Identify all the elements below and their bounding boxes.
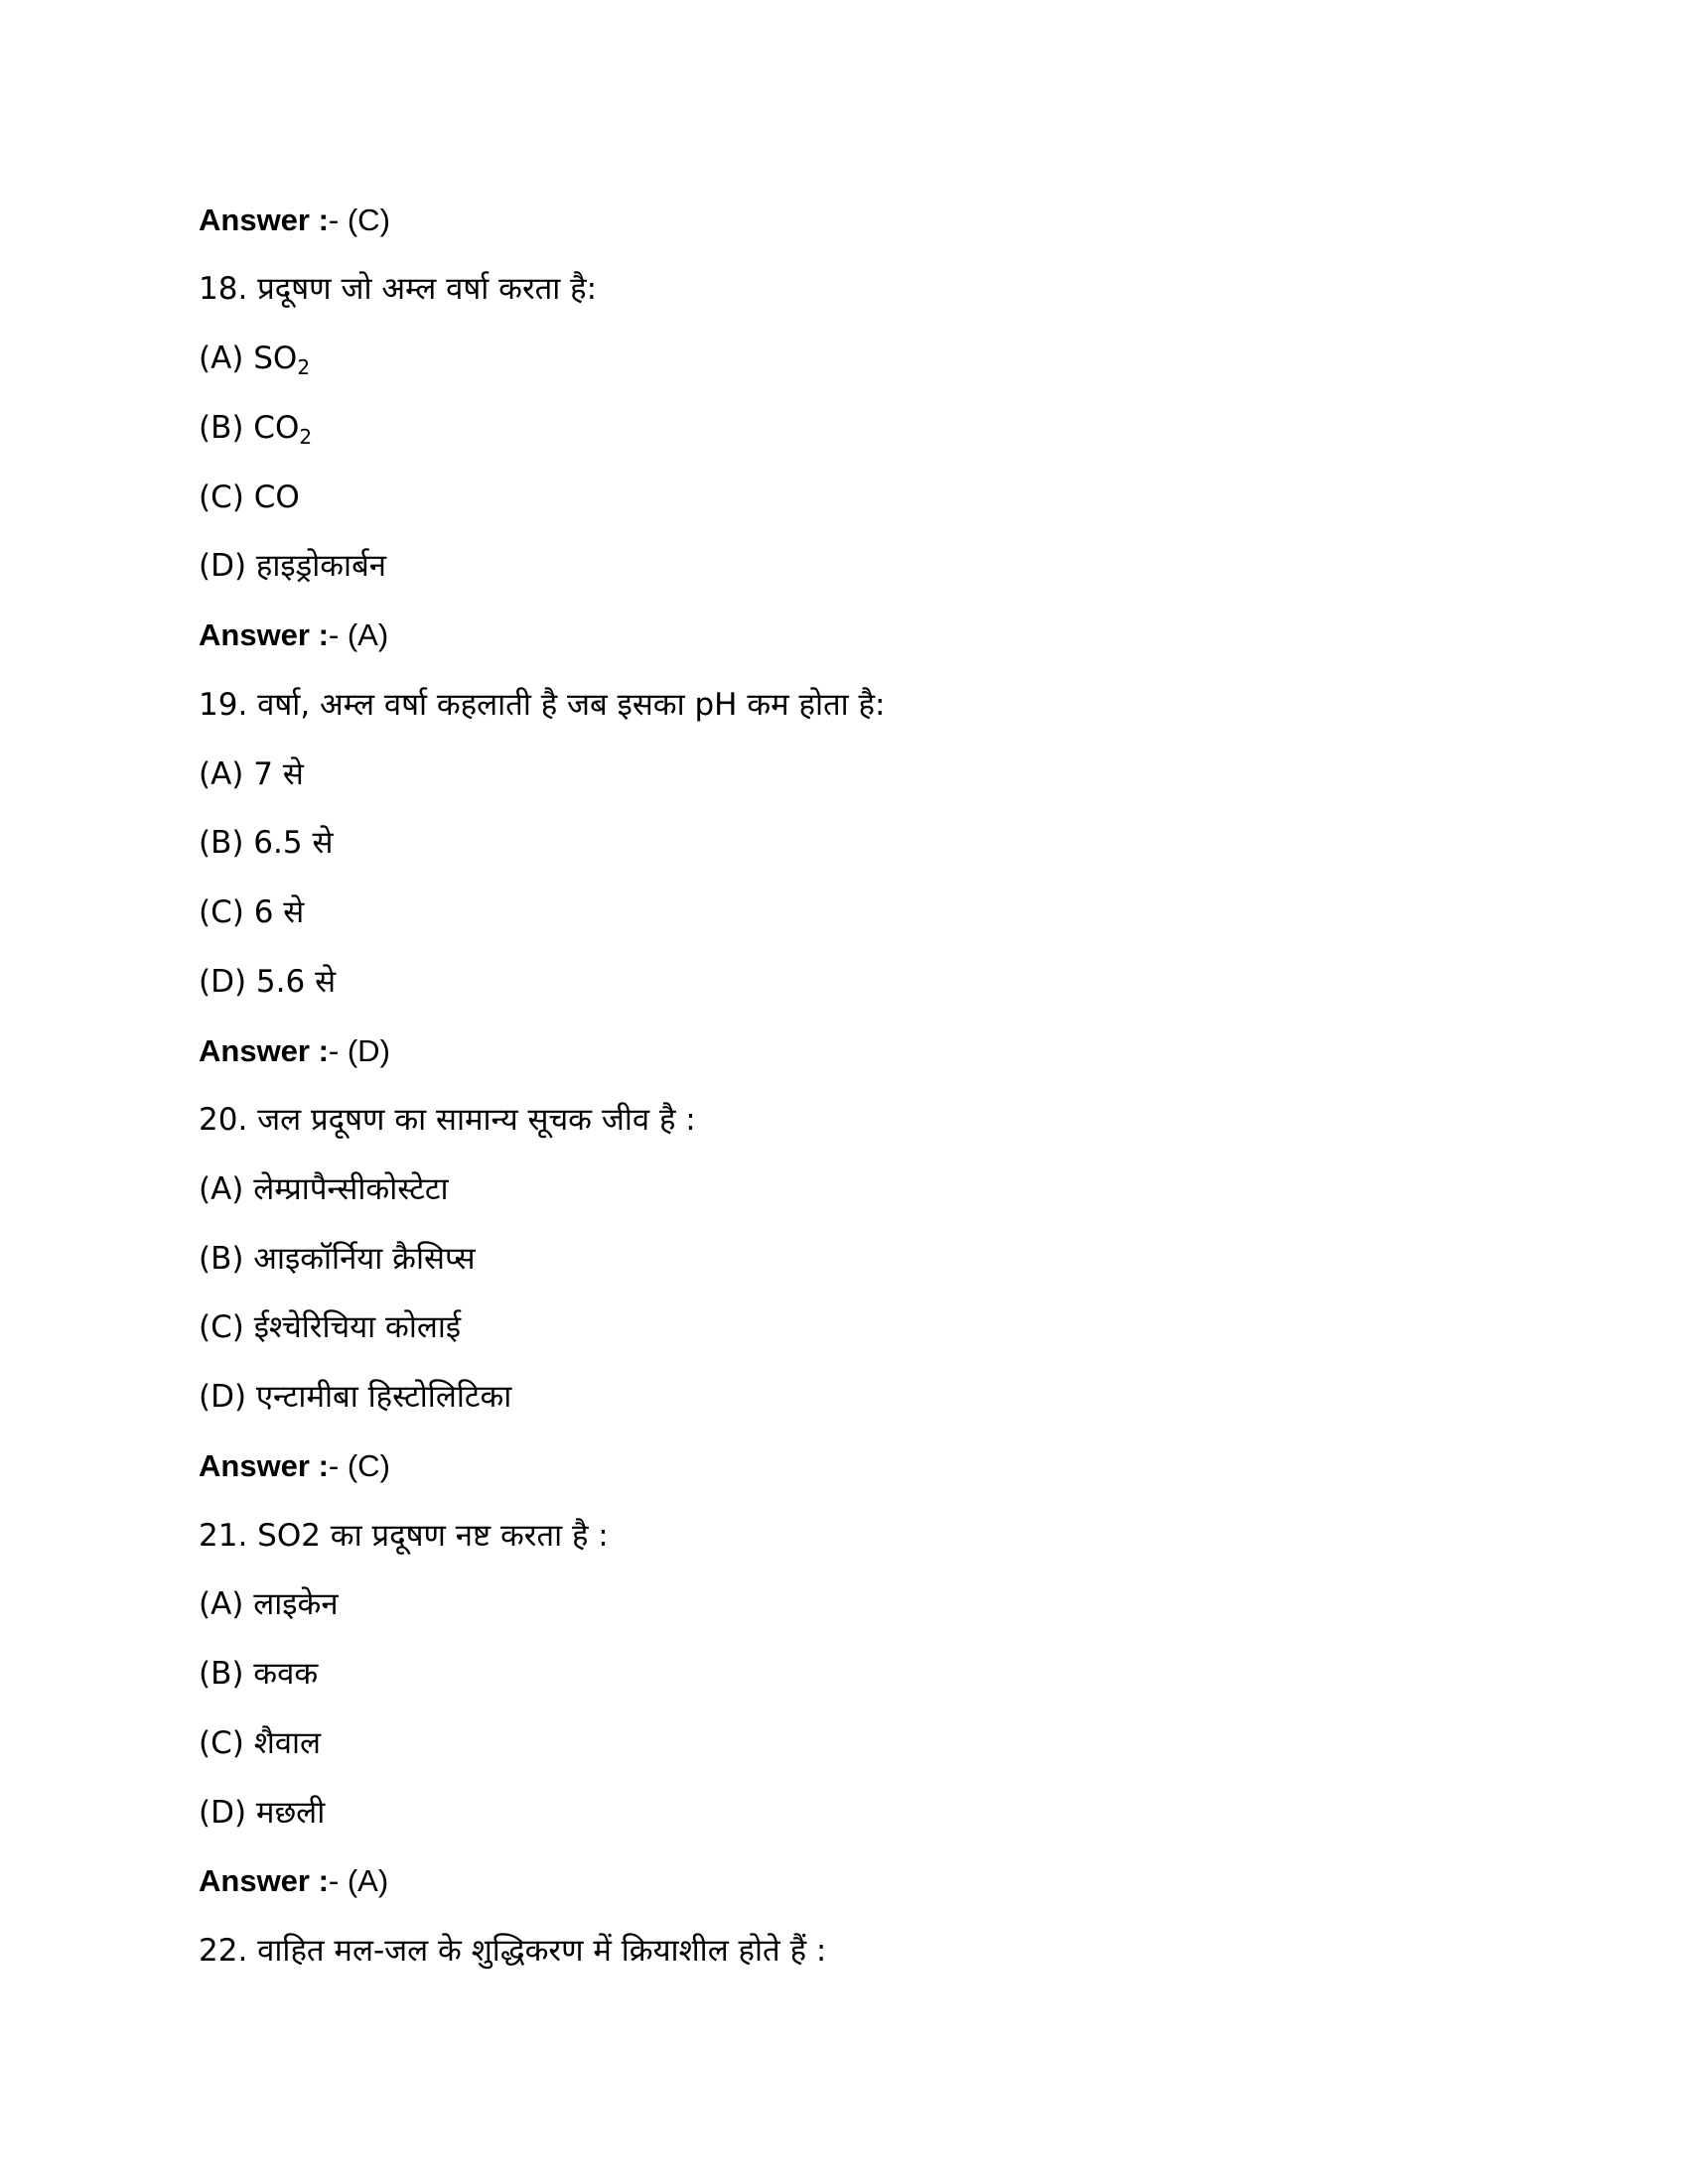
question-20: 20. जल प्रदूषण का सामान्य सूचक जीव है :: [199, 1102, 696, 1138]
answer-value: - (A): [328, 1863, 389, 1898]
option-a: (A) लेम्प्रापैन्सीकोस्टेटा: [199, 1171, 449, 1207]
option-text: (B) CO: [199, 410, 300, 446]
option-a: (A) 7 से: [199, 756, 304, 792]
option-d: (D) हाइड्रोकार्बन: [199, 548, 386, 584]
option-b: [199, 408, 312, 448]
answer-value: - (C): [328, 203, 390, 237]
option-c: (C) CO: [199, 479, 300, 515]
question-22: 22. वाहित मल-जल के शुद्धिकरण में क्रियाशील होते हैं :: [199, 1933, 827, 1969]
option-d: (D) 5.6 से: [199, 964, 337, 1000]
option-c: (C) ईश्चेरिचिया कोलाई: [199, 1309, 462, 1345]
option-a: [199, 339, 310, 378]
subscript: 2: [299, 425, 313, 449]
option-c: (C) शैवाल: [199, 1725, 322, 1761]
option-text: (A) SO: [199, 341, 298, 376]
answer-line: [199, 615, 388, 655]
answer-value: - (D): [328, 1033, 390, 1068]
option-b: (B) आइकॉर्निया क्रैसिप्स: [199, 1241, 476, 1277]
answer-label: Answer :: [199, 1863, 329, 1898]
option-d: (D) एन्टामीबा हिस्टोलिटिका: [199, 1379, 512, 1415]
option-a: (A) लाइकेन: [199, 1586, 339, 1622]
answer-label: Answer :: [199, 617, 329, 652]
answer-line: [199, 1861, 388, 1901]
question-19: 19. वर्षा, अम्ल वर्षा कहलाती है जब इसका pH कम होता है:: [199, 687, 886, 723]
answer-value: - (C): [328, 1448, 390, 1483]
subscript: 2: [297, 355, 311, 379]
answer-line: [199, 1031, 390, 1071]
answer-value: - (A): [328, 617, 389, 652]
answer-line: [199, 1446, 390, 1486]
option-b: (B) कवक: [199, 1656, 319, 1692]
question-21: 21. SO2 का प्रदूषण नष्ट करता है :: [199, 1518, 609, 1554]
option-d: (D) मछली: [199, 1795, 326, 1831]
answer-line: [199, 201, 390, 240]
answer-label: Answer :: [199, 1448, 329, 1483]
question-18: 18. प्रदूषण जो अम्ल वर्षा करता है:: [199, 271, 598, 307]
option-c: (C) 6 से: [199, 894, 305, 930]
answer-label: Answer :: [199, 1033, 329, 1068]
option-b: (B) 6.5 से: [199, 825, 334, 861]
answer-label: Answer :: [199, 203, 329, 237]
